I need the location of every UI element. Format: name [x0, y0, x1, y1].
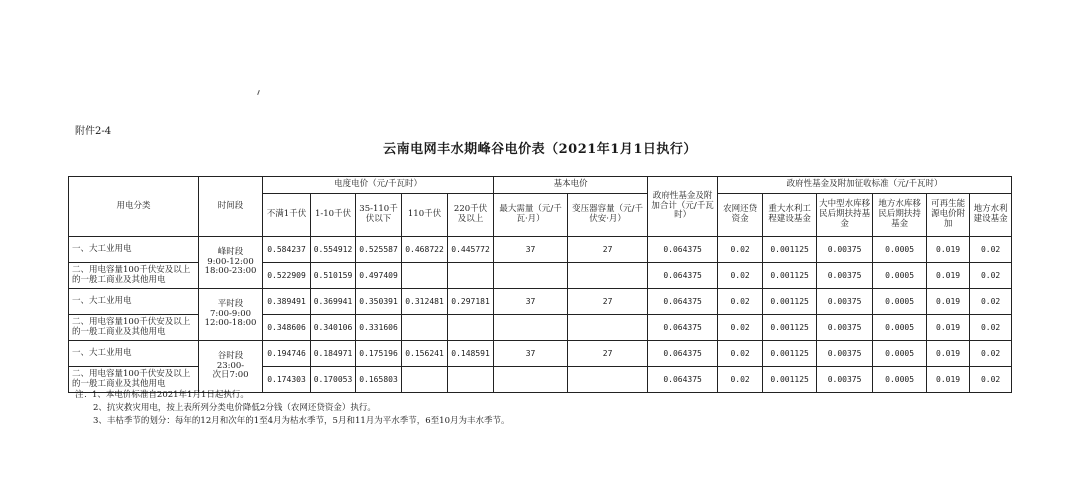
gov-fund-cell: 0.0005 — [873, 341, 927, 367]
capacity-cell: 27 — [568, 341, 648, 367]
gov-fund-cell: 0.0005 — [873, 367, 927, 393]
max-demand-cell: 37 — [494, 289, 568, 315]
gov-total-cell: 0.064375 — [648, 237, 718, 263]
note-3: 3、丰枯季节的划分：每年的12月和次年的1至4月为枯水季节，5月和11月为平水季节，6至10月为丰水季节。 — [93, 416, 510, 426]
header-gov-local-water: 地方水利建设基金 — [970, 194, 1012, 237]
energy-price-cell: 0.369941 — [311, 289, 356, 315]
header-gov-water-project: 重大水利工程建设基金 — [763, 194, 817, 237]
period-cell — [199, 237, 263, 289]
period-line: 平时段 — [217, 298, 244, 309]
energy-price-cell — [448, 315, 494, 341]
period-line: 7:00-9:00 — [209, 308, 252, 319]
energy-price-cell: 0.297181 — [448, 289, 494, 315]
energy-price-cell — [402, 315, 448, 341]
gov-fund-cell: 0.02 — [718, 341, 763, 367]
row-category: 二、用电容量100千伏安及以上的一般工商业及其他用电 — [69, 263, 199, 289]
capacity-cell — [568, 367, 648, 393]
energy-price-cell: 0.165803 — [356, 367, 402, 393]
table-row — [69, 289, 1012, 315]
gov-fund-cell: 0.02 — [970, 341, 1012, 367]
header-energy-price: 电度电价（元/千瓦时） — [263, 177, 494, 194]
gov-fund-cell: 0.02 — [718, 289, 763, 315]
gov-fund-cell: 0.02 — [718, 367, 763, 393]
capacity-cell — [568, 263, 648, 289]
energy-price-cell: 0.584237 — [263, 237, 311, 263]
gov-total-cell: 0.064375 — [648, 263, 718, 289]
period-line: 峰时段 — [217, 246, 244, 257]
page-title: 云南电网丰水期峰谷电价表（2021年1月1日执行） — [383, 142, 697, 157]
gov-fund-cell: 0.001125 — [763, 341, 817, 367]
energy-price-cell: 0.554912 — [311, 237, 356, 263]
gov-fund-cell: 0.02 — [718, 237, 763, 263]
gov-fund-cell: 0.02 — [970, 263, 1012, 289]
header-period: 时间段 — [199, 177, 263, 237]
row-category: 二、用电容量100千伏安及以上的一般工商业及其他用电 — [69, 367, 199, 393]
table-row — [69, 341, 1012, 367]
gov-fund-cell: 0.02 — [718, 315, 763, 341]
capacity-cell: 27 — [568, 289, 648, 315]
gov-fund-cell: 0.001125 — [763, 367, 817, 393]
gov-fund-cell: 0.001125 — [763, 263, 817, 289]
gov-fund-cell: 0.019 — [927, 263, 970, 289]
gov-total-cell: 0.064375 — [648, 341, 718, 367]
header-basic-price: 基本电价 — [494, 177, 648, 194]
energy-price-cell: 0.522909 — [263, 263, 311, 289]
table-row — [69, 237, 1012, 263]
note-1: 注：1、本电价标准自2021年1月1日起执行。 — [75, 390, 249, 400]
gov-total-cell: 0.064375 — [648, 315, 718, 341]
energy-price-cell: 0.184971 — [311, 341, 356, 367]
period-line: 18:00-23:00 — [204, 266, 257, 277]
header-gov-renewable: 可再生能源电价附加 — [927, 194, 970, 237]
energy-price-cell: 0.156241 — [402, 341, 448, 367]
header-gov-standard: 政府性基金及附加征收标准（元/千瓦时） — [718, 177, 1012, 194]
energy-price-cell: 0.348606 — [263, 315, 311, 341]
period-line: 9:00-12:00 — [207, 256, 254, 267]
max-demand-cell — [494, 315, 568, 341]
capacity-cell — [568, 315, 648, 341]
energy-price-cell: 0.389491 — [263, 289, 311, 315]
gov-fund-cell: 0.00375 — [817, 315, 873, 341]
period-line: 谷时段 — [217, 350, 244, 361]
max-demand-cell — [494, 263, 568, 289]
gov-fund-cell: 0.00375 — [817, 263, 873, 289]
period-line: 12:00-18:00 — [204, 318, 257, 329]
period-cell — [199, 289, 263, 341]
row-category: 一、大工业用电 — [69, 237, 199, 263]
gov-fund-cell: 0.001125 — [763, 315, 817, 341]
gov-fund-cell: 0.02 — [970, 289, 1012, 315]
energy-price-cell: 0.312481 — [402, 289, 448, 315]
tariff-table — [68, 176, 1012, 393]
energy-price-cell: 0.194746 — [263, 341, 311, 367]
header-gov-large-reservoir: 大中型水库移民后期扶持基金 — [817, 194, 873, 237]
gov-fund-cell: 0.019 — [927, 315, 970, 341]
energy-price-cell: 0.340106 — [311, 315, 356, 341]
energy-price-cell: 0.174303 — [263, 367, 311, 393]
max-demand-cell: 37 — [494, 237, 568, 263]
gov-fund-cell: 0.02 — [718, 263, 763, 289]
energy-price-cell — [402, 263, 448, 289]
note-2: 2、抗灾救灾用电，按上表所列分类电价降低2分钱（农网还贷资金）执行。 — [93, 403, 376, 413]
gov-fund-cell: 0.00375 — [817, 237, 873, 263]
header-category: 用电分类 — [69, 177, 199, 237]
gov-fund-cell: 0.0005 — [873, 315, 927, 341]
gov-fund-cell: 0.00375 — [817, 341, 873, 367]
energy-price-cell: 0.510159 — [311, 263, 356, 289]
notes — [75, 389, 510, 428]
gov-fund-cell: 0.001125 — [763, 289, 817, 315]
header-gov-local-reservoir: 地方水库移民后期扶持基金 — [873, 194, 927, 237]
energy-price-cell: 0.350391 — [356, 289, 402, 315]
header-gov-total: 政府性基金及附加合计（元/千瓦时） — [648, 177, 718, 237]
energy-price-cell: 0.331606 — [356, 315, 402, 341]
gov-fund-cell: 0.019 — [927, 289, 970, 315]
gov-fund-cell: 0.0005 — [873, 263, 927, 289]
gov-fund-cell: 0.00375 — [817, 289, 873, 315]
header-voltage-lt1kv: 不满1千伏 — [263, 194, 311, 237]
header-gov-rural-grid: 农网还贷资金 — [718, 194, 763, 237]
energy-price-cell: 0.525587 — [356, 237, 402, 263]
gov-fund-cell: 0.00375 — [817, 367, 873, 393]
header-voltage-110kv: 110千伏 — [402, 194, 448, 237]
gov-fund-cell: 0.02 — [970, 367, 1012, 393]
period-line: 23:00- — [216, 360, 245, 371]
gov-total-cell: 0.064375 — [648, 367, 718, 393]
header-voltage-35-110kv: 35-110千伏以下 — [356, 194, 402, 237]
gov-fund-cell: 0.0005 — [873, 237, 927, 263]
period-line: 次日7:00 — [212, 370, 249, 381]
attachment-label: 附件2-4 — [75, 126, 112, 137]
energy-price-cell: 0.170053 — [311, 367, 356, 393]
row-category: 一、大工业用电 — [69, 289, 199, 315]
gov-fund-cell: 0.0005 — [873, 289, 927, 315]
gov-fund-cell: 0.02 — [970, 237, 1012, 263]
row-category: 一、大工业用电 — [69, 341, 199, 367]
energy-price-cell: 0.148591 — [448, 341, 494, 367]
gov-fund-cell: 0.019 — [927, 367, 970, 393]
row-category: 二、用电容量100千伏安及以上的一般工商业及其他用电 — [69, 315, 199, 341]
header-transformer-capacity: 变压器容量（元/千伏安·月） — [568, 194, 648, 237]
capacity-cell: 27 — [568, 237, 648, 263]
gov-total-cell: 0.064375 — [648, 289, 718, 315]
gov-fund-cell: 0.001125 — [763, 237, 817, 263]
max-demand-cell: 37 — [494, 341, 568, 367]
header-voltage-220kv: 220千伏及以上 — [448, 194, 494, 237]
scan-mark — [257, 90, 260, 95]
energy-price-cell: 0.497409 — [356, 263, 402, 289]
energy-price-cell: 0.175196 — [356, 341, 402, 367]
energy-price-cell: 0.445772 — [448, 237, 494, 263]
gov-fund-cell: 0.019 — [927, 237, 970, 263]
period-cell — [199, 341, 263, 393]
energy-price-cell: 0.468722 — [402, 237, 448, 263]
gov-fund-cell: 0.019 — [927, 341, 970, 367]
header-max-demand: 最大需量（元/千瓦·月） — [494, 194, 568, 237]
gov-fund-cell: 0.02 — [970, 315, 1012, 341]
header-row-1 — [69, 177, 1012, 194]
energy-price-cell — [448, 263, 494, 289]
header-voltage-1-10kv: 1-10千伏 — [311, 194, 356, 237]
